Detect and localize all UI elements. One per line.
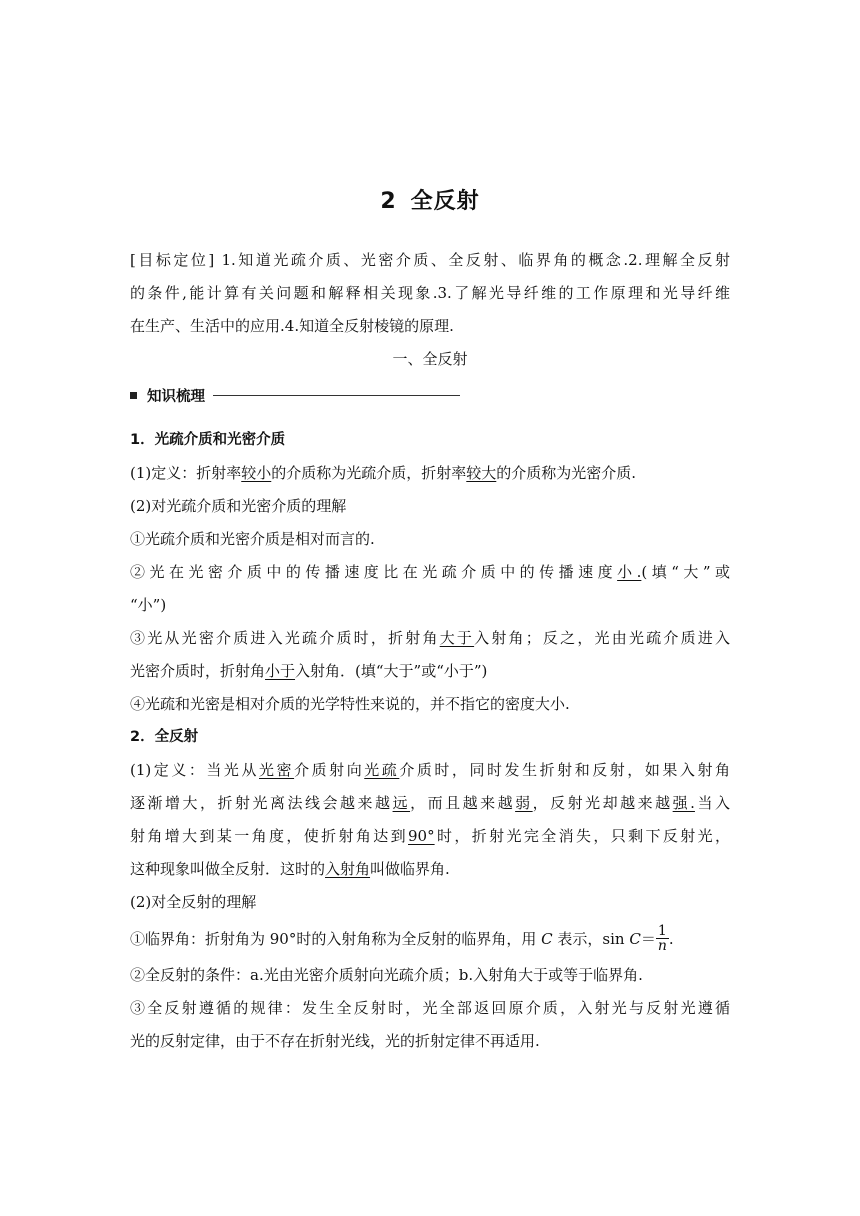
text: ，而且越来越: [410, 794, 516, 812]
text: (填“大”或: [641, 563, 730, 581]
symbol-c: C: [541, 930, 553, 948]
page-title: [0, 186, 860, 218]
text: 介质时，同时发生折射和反射，如果入射角: [399, 761, 730, 779]
answer-blank: 较大: [466, 464, 497, 482]
text: ②光在光密介质中的传播速度比在光疏介质中的传播速度: [130, 563, 618, 581]
knowledge-label: 知识梳理: [147, 388, 205, 405]
title-number: 2: [380, 189, 397, 214]
text: 时，折射光完全消失，只剩下反射光，: [434, 827, 730, 845]
s1-point-1: ①光疏介质和光密介质是相对而言的.: [130, 530, 375, 548]
answer-blank: 大于: [439, 629, 475, 647]
s2-condition: ②全反射的条件：a.光由光密介质射向光疏介质；b.入射角大于或等于临界角.: [130, 966, 643, 984]
numerator: 1: [656, 924, 669, 939]
s1-point-2-cont: “小”): [130, 596, 167, 614]
text: ，反射光却越来越: [532, 794, 673, 812]
s2-critical-angle: [130, 919, 730, 959]
answer-blank: 小于: [265, 662, 296, 680]
section-heading: 一、全反射: [392, 350, 468, 368]
text: 入射角；反之，光由光疏介质进入: [474, 629, 730, 647]
text: .: [668, 930, 674, 948]
answer-blank: 强.: [672, 794, 695, 812]
s2-law-2: 光的反射定律，由于不存在折射光线，光的折射定律不再适用.: [130, 1032, 540, 1050]
s2-understand-heading: (2)对全反射的理解: [130, 893, 257, 911]
objectives-line-2: 的条件,能计算有关问题和解释相关现象.3.了解光导纤维的工作原理和光导纤维: [130, 284, 730, 302]
text: 射角增大到某一角度，使折射角达到: [130, 827, 409, 845]
text: 光密介质时，折射角: [130, 662, 266, 680]
objectives-line-1: [目标定位] 1.知道光疏介质、光密介质、全反射、临界角的概念.2.理解全反射: [130, 251, 730, 269]
s1-point-4: ④光疏和光密是相对介质的光学特性来说的，并不指它的密度大小.: [130, 695, 570, 713]
content-body: [130, 244, 730, 1058]
s2-definition-2: [130, 787, 730, 820]
s2-heading: 2．全反射: [130, 729, 199, 745]
s2-definition-1: [130, 754, 730, 787]
knowledge-banner: [130, 376, 730, 414]
text: ①临界角：折射角为 90°时的入射角称为全反射的临界角，用: [130, 930, 542, 948]
divider: [213, 395, 460, 396]
text: 当入: [694, 794, 730, 812]
answer-blank: 弱: [515, 794, 533, 812]
s1-point-2: [130, 556, 730, 589]
text: 这种现象叫做全反射．这时的: [130, 860, 326, 878]
s2-definition-4: [130, 853, 730, 886]
text: 的介质称为光疏介质，折射率: [271, 464, 467, 482]
answer-blank: 小.: [617, 563, 642, 581]
s2-definition-3: [130, 820, 730, 853]
title-text: 全反射: [410, 189, 480, 214]
denominator: n: [657, 937, 667, 954]
answer-blank: 远: [392, 794, 411, 812]
text: (1)定义：折射率: [130, 464, 242, 482]
s1-point-3: [130, 622, 730, 655]
s1-heading: 1．光疏介质和光密介质: [130, 432, 286, 448]
s1-point-3-cont: [130, 655, 730, 688]
text: 介质射向: [294, 761, 365, 779]
answer-blank: 光疏: [364, 761, 400, 779]
s1-definition: [130, 457, 730, 490]
answer-blank: 较小: [241, 464, 272, 482]
text: 的介质称为光密介质.: [496, 464, 637, 482]
equals-sign: ＝: [640, 930, 656, 948]
text: 逐渐增大，折射光离法线会越来越: [130, 794, 393, 812]
answer-blank: 入射角: [325, 860, 371, 878]
s2-law-1: ③全反射遵循的规律：发生全反射时，光全部返回原介质，入射光与反射光遵循: [130, 999, 730, 1017]
objectives-line-3: 在生产、生活中的应用.4.知道全反射棱镜的原理.: [130, 317, 454, 335]
text: ③光从光密介质进入光疏介质时，折射角: [130, 629, 440, 647]
symbol-c: C: [629, 930, 641, 948]
fraction-1-over-n: [656, 924, 669, 953]
text: (1)定义：当光从: [130, 761, 260, 779]
s1-understand-heading: (2)对光疏介质和光密介质的理解: [130, 497, 347, 515]
answer-blank: 光密: [259, 761, 295, 779]
text: 表示，sin: [552, 930, 630, 948]
text: 入射角．(填“大于”或“小于”): [295, 662, 488, 680]
answer-blank: 90°: [408, 827, 435, 845]
square-bullet-icon: [130, 392, 137, 399]
text: 叫做临界角.: [370, 860, 450, 878]
